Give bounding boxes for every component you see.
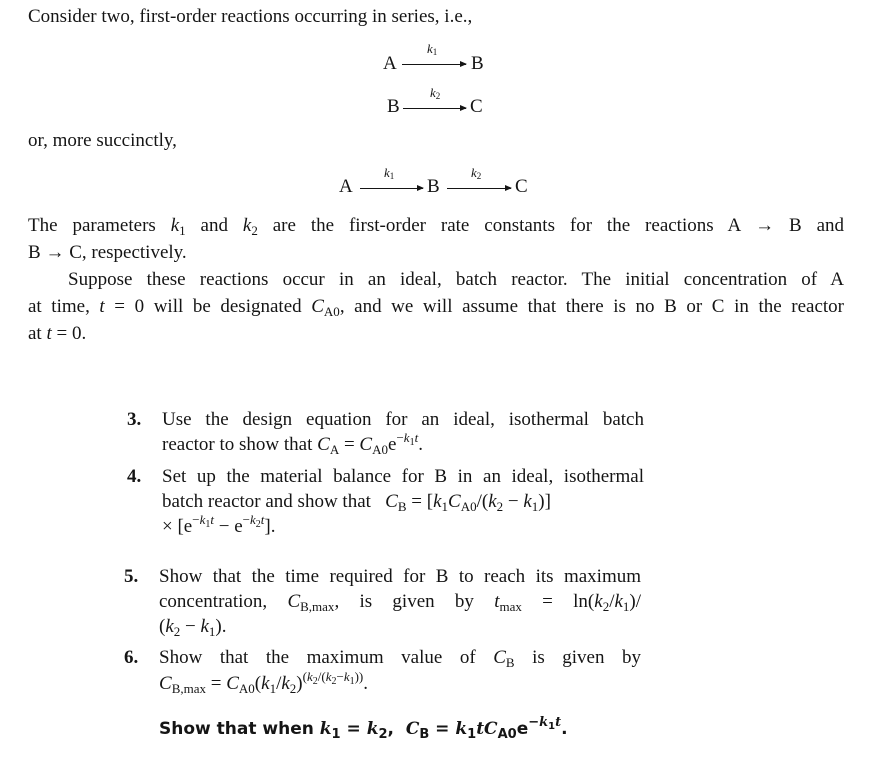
final-question: Show that when $k_1 = k_2$, $C_B = k_1tC_{A0}e^{-k_1t}$. bbox=[159, 715, 568, 742]
reaction-arrow bbox=[402, 64, 466, 65]
rate-constant-k1: $k_1$ bbox=[427, 41, 438, 57]
species-a: A bbox=[383, 53, 397, 74]
species-b: B bbox=[471, 53, 484, 74]
species-b: B bbox=[427, 176, 440, 197]
paragraph-assumptions: Suppose these reactions occur in an ideal, batch reactor. The initial concentration of A at time, t = 0 will be designated $C_{A0}$, and we will assume that there is no B or C in the reactor at t = 0. bbox=[28, 269, 844, 344]
species-c: C bbox=[470, 96, 483, 117]
question-text: batch reactor and show that $C_B = [k_1C_{A0}/(k_2 - k_1)]$ bbox=[162, 491, 551, 514]
question-text: Set up the material balance for B in an ideal, isothermal bbox=[162, 466, 644, 487]
question-text: × $[e^{-k_1t} - e^{-k_2t}]$. bbox=[162, 512, 276, 537]
rate-constant-k2: $k_2$ bbox=[430, 85, 441, 101]
question-text: reactor to show that $C_A = C_{A0}e^{-k_1t}$. bbox=[162, 430, 423, 457]
species-c: C bbox=[515, 176, 528, 197]
question-text: Show that the time required for B to reach its maximum bbox=[159, 566, 641, 587]
question-text: Show that the maximum value of $C_B$ is given by bbox=[159, 647, 642, 670]
question-number: 3. bbox=[127, 409, 142, 430]
intro-line: Consider two, first-order reactions occurring in series, i.e., bbox=[28, 6, 473, 27]
rate-constant-k2: $k_2$ bbox=[471, 165, 482, 181]
paragraph-parameters: The parameters $k_1$ and $k_2$ are the first-order rate constants for the reactions A → B and B → C, respectively. bbox=[28, 215, 844, 263]
reaction-arrow bbox=[447, 188, 511, 189]
question-number: 4. bbox=[127, 466, 142, 487]
species-b: B bbox=[387, 96, 400, 117]
question-number: 6. bbox=[124, 647, 139, 668]
question-text: Use the design equation for an ideal, isothermal batch bbox=[162, 409, 644, 430]
question-text: $C_{B,max} = C_{A0}(k_1/k_2)^{(k_2/(k_2-k_1))}$. bbox=[159, 669, 369, 696]
reaction-arrow bbox=[403, 108, 466, 109]
reaction-arrow bbox=[360, 188, 423, 189]
question-text: $(k_2 - k_1)$. bbox=[159, 616, 227, 639]
rate-constant-k1: $k_1$ bbox=[384, 165, 395, 181]
question-number: 5. bbox=[124, 566, 139, 587]
or-text: or, more succinctly, bbox=[28, 130, 177, 151]
question-text: concentration, $C_{B,max}$, is given by $t_{max} = \ln(k_2/k_1)/$ bbox=[159, 591, 642, 614]
species-a: A bbox=[339, 176, 353, 197]
